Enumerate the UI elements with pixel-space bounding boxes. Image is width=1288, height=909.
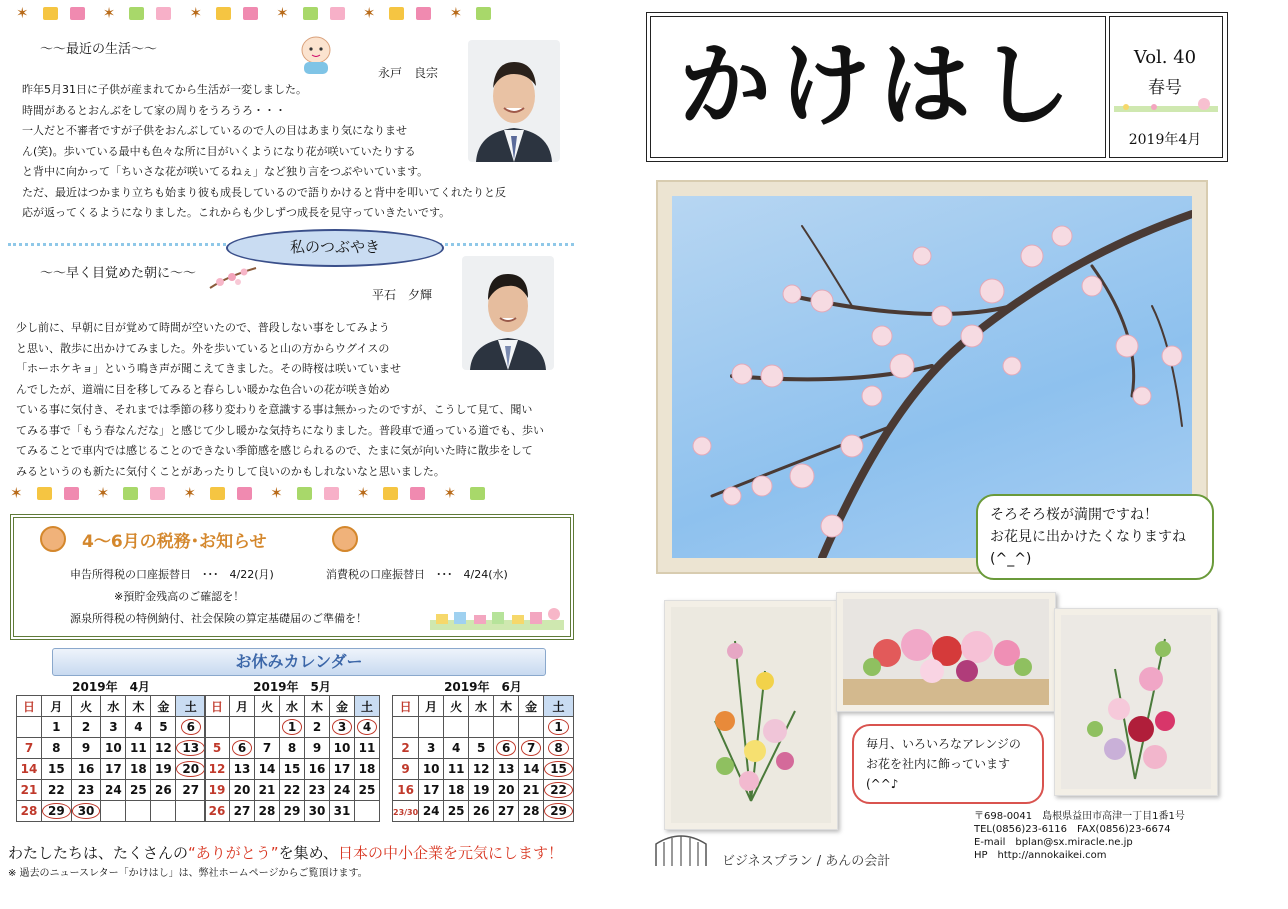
calendar-day [71, 801, 101, 822]
baby-illustration [292, 30, 340, 76]
calendar-weekday: 火 [255, 696, 280, 717]
calendar-day [280, 801, 305, 822]
calendar-weekday: 土 [544, 696, 574, 717]
calendar-day-number: 31 [333, 804, 351, 818]
calendar-day [494, 738, 519, 759]
company-logo [652, 834, 710, 868]
calendar-day-number: 16 [308, 762, 326, 776]
calendar-day [101, 801, 126, 822]
calendar-day-number: 28 [258, 804, 276, 818]
calendar-day-number: 18 [130, 762, 147, 776]
calendar-day-number: 30 [72, 803, 101, 819]
issue-season: 春号 [1148, 78, 1182, 98]
calendar-weekday: 火 [71, 696, 101, 717]
calendar-day [519, 738, 544, 759]
calendar-day-number: 3 [332, 719, 352, 735]
bubble1-line: (^_^) [990, 551, 1032, 567]
calendar-day-number: 11 [130, 741, 147, 755]
calendar-day-number: 12 [208, 762, 226, 776]
calendar-day-number: 3 [427, 741, 436, 755]
bubble1-line: そろそろ桜が満開ですね！ [990, 507, 1158, 523]
calendar-day [469, 801, 494, 822]
article2-line: んでしたが、道端に目を移してみると春らしい暖かな色合いの花が咲き始め [16, 382, 390, 396]
calendar-day [280, 717, 305, 738]
calendar-day-number: 11 [358, 741, 376, 755]
calendar-day [419, 717, 444, 738]
article2-line: てみることで車内では感じることのできない季節感を感じられるので、たまに気が向いた時に散歩をして [16, 444, 533, 457]
calendar-day-number: 7 [24, 741, 34, 755]
calendar-day-number: 15 [283, 762, 301, 776]
calendar-weekday: 日 [17, 696, 42, 717]
calendar-day [305, 759, 330, 780]
calendar-day [71, 717, 101, 738]
calendar-day-number: 26 [472, 804, 490, 818]
article2-line: てみる事で「もう春なんだな」と感じて少し暖かな気持ちになりました。普段車で通っている道でも、歩い [16, 423, 544, 437]
blossom-illustration [208, 262, 258, 292]
calendar-weekday: 木 [494, 696, 519, 717]
calendar-day [519, 759, 544, 780]
calendar-day [469, 717, 494, 738]
calendar-day [176, 717, 206, 738]
contact-info [974, 810, 1185, 862]
calendar-day-number: 20 [233, 783, 251, 797]
article1-heading: ～～最近の生活～～ [40, 42, 158, 57]
calendar-day [393, 738, 419, 759]
calendar-day-number: 15 [48, 762, 65, 776]
calendar-day [255, 738, 280, 759]
calendar-day [330, 801, 355, 822]
article2-line: 少し前に、早朝に目が覚めて時間が空いたので、普段しない事をしてみよう [16, 321, 390, 334]
calendar-day [280, 738, 305, 759]
calendar-day-number: 9 [312, 741, 322, 755]
article2-author: 平石 夕輝 [372, 288, 433, 302]
calendar-day-number: 22 [48, 783, 65, 797]
article1-line: 時間があるとおんぶをして家の周りをうろうろ・・・ [22, 103, 286, 117]
calendar-day [230, 801, 255, 822]
calendar-day-number: 5 [477, 741, 486, 755]
calendar-day-number: 29 [544, 803, 573, 819]
town-illustration [430, 606, 564, 630]
calendar-day [205, 717, 230, 738]
calendar-day-number: 1 [282, 719, 302, 735]
slogan-part-b: “ありがとう” [188, 844, 279, 862]
calendar-day-number: 22 [283, 783, 301, 797]
calendar-day-number: 23/30 [393, 808, 419, 817]
calendar-day [230, 780, 255, 801]
calendar-day-number: 14 [522, 762, 540, 776]
calendar-day [126, 759, 151, 780]
calendar-day [355, 780, 380, 801]
calendar-day-number: 28 [522, 804, 540, 818]
calendar-day-number: 12 [472, 762, 490, 776]
calendar-day-number: 17 [105, 762, 122, 776]
article2-body [16, 318, 544, 482]
calendar-day [305, 780, 330, 801]
calendar-day [305, 717, 330, 738]
calendar-weekday: 金 [151, 696, 176, 717]
calendar-day [519, 717, 544, 738]
calendar-day [305, 801, 330, 822]
calendar-day [330, 738, 355, 759]
calendar-day [419, 801, 444, 822]
calendar-day [126, 717, 151, 738]
calendar-day-number: 25 [130, 783, 147, 797]
calendar-weekday: 月 [419, 696, 444, 717]
calendar-day-number: 25 [447, 804, 465, 818]
calendar-day [355, 801, 380, 822]
masthead-box [646, 12, 1228, 162]
calendar-day-number: 4 [357, 719, 377, 735]
calendar-day-number: 2 [81, 720, 91, 734]
calendar-month-title: 2019年 4月 [72, 680, 150, 694]
calendar-day [444, 780, 469, 801]
calendar-day-number: 21 [258, 783, 276, 797]
calendar-day [17, 717, 42, 738]
calendar-month [204, 678, 380, 822]
calendar-weekday: 日 [393, 696, 419, 717]
article1-line: 一人だと不審者ですが子供をおんぶしているので人の目はあまり気になりませ [22, 124, 407, 137]
calendar-day-number: 6 [496, 740, 516, 756]
calendar-day-number: 18 [358, 762, 376, 776]
calendar-day [544, 738, 574, 759]
calendar-day [17, 780, 42, 801]
calendar-day [101, 717, 126, 738]
calendar-weekday: 金 [330, 696, 355, 717]
calendar-day-number: 8 [287, 741, 297, 755]
calendar-day [17, 738, 42, 759]
calendar-day-number: 25 [358, 783, 376, 797]
calendar-day-number: 23 [77, 783, 95, 797]
calendar-month [392, 678, 574, 822]
article2-line: みるというのも新たに気付くことがあったりして良いのかもしれないなと思いました。 [16, 464, 445, 478]
notice-box [10, 514, 574, 640]
calendar-day [519, 801, 544, 822]
calendar-day [205, 801, 230, 822]
top-decoration: ✶ ✶ ✶ ✶ ✶ ✶ [10, 4, 497, 22]
article2-heading: ～～早く目覚めた朝に～～ [40, 266, 197, 281]
calendar-day [519, 780, 544, 801]
calendar-day [42, 738, 72, 759]
calendar-day [255, 717, 280, 738]
article1-line: と背中に向かって「ちいさな花が咲いてるねぇ」など独り言をつぶやいています。 [22, 165, 429, 178]
slogan-part-d: 日本の中小企業を元気にします！ [337, 844, 563, 862]
calendar-day [393, 780, 419, 801]
notice-line1a: 申告所得税の口座振替日 ･･･ 4/22(月) [70, 568, 274, 581]
calendar-weekday: 金 [519, 696, 544, 717]
calendar-day [71, 759, 101, 780]
calendar-day-number: 1 [548, 719, 568, 735]
calendar-day [494, 759, 519, 780]
calendar-day [255, 759, 280, 780]
slogan [8, 842, 563, 863]
calendar-day [126, 801, 151, 822]
calendar-day-number: 3 [109, 720, 118, 734]
calendar-day-number: 29 [42, 803, 71, 819]
article1-line: ただ、最近はつかまり立ちも始まり彼も成長しているので語りかけると背中を叩いてくれたりと反 [22, 185, 506, 199]
calendar-day [205, 759, 230, 780]
calendar-day [42, 717, 72, 738]
calendar-day-number: 7 [262, 741, 272, 755]
calendar-weekday: 火 [444, 696, 469, 717]
calendar-day-number: 9 [401, 762, 410, 776]
article2-line: 「ホーホケキョ」という鳴き声が聞こえてきました。その時桜は咲いていませ [16, 362, 401, 375]
section-label: 私のつぶやき [226, 229, 444, 267]
calendar-day-number: 27 [497, 804, 515, 818]
calendar-day-number: 13 [497, 762, 515, 776]
calendar-weekday: 土 [355, 696, 380, 717]
phone-fax: TEL(0856)23-6116 FAX(0856)23-6674 [974, 824, 1171, 835]
calendar-day-number: 20 [497, 783, 515, 797]
calendar-day [544, 759, 574, 780]
calendar-day-number: 7 [521, 740, 541, 756]
calendar-day [444, 801, 469, 822]
calendar-day [42, 780, 72, 801]
calendar-day [205, 780, 230, 801]
bubble2-line: 毎月、いろいろなアレンジの [866, 737, 1021, 751]
calendar-weekday: 木 [305, 696, 330, 717]
article1-line: ん(笑)。歩いている最中も色々な所に目がいくようになり花が咲いていたりする [22, 144, 416, 158]
calendar-day-number: 21 [522, 783, 540, 797]
calendar-day [469, 759, 494, 780]
calendar-day-number: 23 [308, 783, 326, 797]
calendar-day [280, 759, 305, 780]
calendar-day [230, 717, 255, 738]
volume-number: Vol. 40 [1133, 47, 1197, 68]
calendar-day-number: 11 [447, 762, 465, 776]
calendar-weekday: 土 [176, 696, 206, 717]
calendar-day [151, 717, 176, 738]
calendar-day [126, 780, 151, 801]
calendar-day [17, 801, 42, 822]
notice-line2: ※預貯金残高のご確認を！ [114, 590, 245, 603]
calendar-weekday: 日 [205, 696, 230, 717]
calendar-day-number: 8 [548, 740, 568, 756]
calendar-month-title: 2019年 5月 [253, 680, 331, 694]
calendar-weekday: 水 [280, 696, 305, 717]
calendar-day [355, 738, 380, 759]
calendar-day [151, 738, 176, 759]
calendar-day [444, 759, 469, 780]
calendar-day-number: 17 [333, 762, 351, 776]
calendar-day [176, 780, 206, 801]
calendar-day-number: 19 [472, 783, 490, 797]
rose-icon [332, 526, 358, 552]
calendar-day [255, 801, 280, 822]
article1-line: 昨年5月31日に子供が産まれてから生活が一変しました。 [22, 83, 307, 96]
masthead-title: かけはし [678, 31, 1079, 139]
calendar-day-number: 16 [77, 762, 95, 776]
calendar-day [444, 717, 469, 738]
calendar-day-number: 27 [182, 783, 200, 797]
calendar-day [419, 759, 444, 780]
calendar-day-number: 5 [212, 741, 222, 755]
calendar-day [393, 759, 419, 780]
calendar-day-number: 28 [20, 804, 38, 818]
calendar-day-number: 29 [283, 804, 301, 818]
calendar-day [330, 717, 355, 738]
flower-photo-2 [836, 592, 1056, 712]
calendar-day [419, 738, 444, 759]
calendar-day [419, 780, 444, 801]
calendar-day [393, 801, 419, 822]
calendar-day [280, 780, 305, 801]
calendar-day [176, 738, 206, 759]
calendar-day [101, 780, 126, 801]
calendar-day-number: 26 [155, 783, 172, 797]
flower-photo-1 [664, 600, 838, 830]
calendar-day-number: 19 [208, 783, 226, 797]
calendar-day [544, 717, 574, 738]
calendar-weekday: 水 [469, 696, 494, 717]
calendar-month [16, 678, 206, 822]
notice-title: 4～6月の税務･お知らせ [82, 532, 267, 552]
calendar-title: お休みカレンダー [52, 648, 546, 676]
calendar-day-number: 6 [232, 740, 252, 756]
spring-illustration [1114, 97, 1218, 111]
calendar-day [101, 738, 126, 759]
calendar-day [330, 759, 355, 780]
calendar-day [126, 738, 151, 759]
calendar-weekday: 木 [126, 696, 151, 717]
calendar-day-number: 20 [176, 761, 205, 777]
calendar-day-number: 19 [155, 762, 172, 776]
calendar-day [469, 780, 494, 801]
calendar-day-number: 12 [155, 741, 172, 755]
notice-line3: 源泉所得税の特例納付、社会保険の算定基礎届のご準備を！ [70, 612, 367, 625]
calendar-day-number: 24 [422, 804, 440, 818]
calendar-day [393, 717, 419, 738]
calendar-day [176, 759, 206, 780]
article1-body [22, 80, 506, 224]
calendar-month-title: 2019年 6月 [444, 680, 522, 694]
calendar-day-number: 21 [20, 783, 38, 797]
calendar-weekday: 月 [42, 696, 72, 717]
bubble2-line: (^^♪ [866, 777, 899, 791]
calendar-day [101, 759, 126, 780]
article1-author: 永戸 良宗 [378, 66, 439, 80]
calendar-day-number: 27 [233, 804, 251, 818]
bubble2-line: お花を社内に飾っています [866, 757, 1011, 771]
footnote: ※ 過去のニュースレター「かけはし」は、弊社ホームページからご覧頂けます。 [8, 868, 368, 879]
middle-decoration: ✶ ✶ ✶ ✶ ✶ ✶ [4, 484, 491, 502]
calendar-day-number: 22 [544, 782, 573, 798]
calendar-day [330, 780, 355, 801]
calendar-day-number: 2 [401, 741, 410, 755]
speech-bubble-1 [976, 494, 1214, 580]
calendar-day [17, 759, 42, 780]
calendar-day-number: 13 [176, 740, 205, 756]
calendar-day-number: 10 [422, 762, 440, 776]
calendar-day-number: 2 [312, 720, 322, 734]
article1-line: 応が返ってくるようになりました。これからも少しずつ成長を見守っていきたいです。 [22, 206, 451, 219]
calendar-day-number: 18 [447, 783, 465, 797]
calendar-day [151, 759, 176, 780]
calendar-day [42, 801, 72, 822]
calendar-day [494, 780, 519, 801]
calendar-day [230, 738, 255, 759]
calendar-day [230, 759, 255, 780]
calendar-day [71, 738, 101, 759]
calendar-day-number: 16 [397, 783, 414, 797]
calendar-day-number: 4 [452, 741, 461, 755]
article2-line: と思い、散歩に出かけてみました。外を歩いていると山の方からウグイスの [16, 341, 390, 355]
calendar-day-number: 5 [159, 720, 168, 734]
rose-icon [40, 526, 66, 552]
masthead-title-frame [650, 16, 1106, 158]
article2-line: ている事に気付き、それまでは季節の移り変わりを意識する事は無かったのですが、こうして見て、聞い [16, 403, 533, 416]
calendar-day-number: 6 [181, 719, 201, 735]
address: 〒698-0041 島根県益田市高津一丁目1番1号 [974, 811, 1185, 822]
company-name: ビジネスプラン / あんの会計 [722, 854, 891, 869]
calendar-day-number: 4 [134, 720, 143, 734]
slogan-part-c: を集め、 [278, 844, 338, 862]
flower-photo-3 [1054, 608, 1218, 796]
calendar-day [355, 759, 380, 780]
issue-date: 2019年4月 [1128, 132, 1202, 148]
calendar-day-number: 10 [105, 741, 122, 755]
speech-bubble-2 [852, 724, 1044, 804]
calendar-day-number: 30 [308, 804, 326, 818]
calendar-day [355, 717, 380, 738]
calendar-day [151, 801, 176, 822]
calendar-day [71, 780, 101, 801]
calendar-day-number: 9 [81, 741, 91, 755]
calendar-day [205, 738, 230, 759]
calendar-day [176, 801, 206, 822]
notice-line1b: 消費税の口座振替日 ･･･ 4/24(水) [326, 568, 508, 581]
calendar-day [305, 738, 330, 759]
calendar-day-number: 24 [333, 783, 351, 797]
slogan-part-a: わたしたちは、たくさんの [8, 844, 189, 862]
calendar-day-number: 15 [544, 761, 573, 777]
calendar-day [544, 801, 574, 822]
bubble1-line: お花見に出かけたくなりますね [990, 529, 1186, 545]
calendar-weekday: 水 [101, 696, 126, 717]
calendar-day-number: 10 [333, 741, 351, 755]
calendar-day-number: 8 [52, 741, 61, 755]
website: HP http://annokaikei.com [974, 850, 1107, 861]
calendar-day [444, 738, 469, 759]
calendar-day-number: 17 [422, 783, 440, 797]
calendar-day-number: 14 [258, 762, 276, 776]
issue-info [1109, 16, 1223, 158]
calendar-day [469, 738, 494, 759]
calendar-day-number: 14 [20, 762, 38, 776]
calendar-day [151, 780, 176, 801]
calendar-day-number: 13 [233, 762, 251, 776]
calendar-day-number: 1 [52, 720, 61, 734]
calendar-day [494, 717, 519, 738]
email: E-mail bplan@sx.miracle.ne.jp [974, 837, 1133, 848]
calendar-day [544, 780, 574, 801]
calendar-day [42, 759, 72, 780]
calendar-day-number: 24 [105, 783, 122, 797]
calendar-day-number: 26 [208, 804, 226, 818]
calendar-day [255, 780, 280, 801]
calendar-day [494, 801, 519, 822]
calendar-weekday: 月 [230, 696, 255, 717]
